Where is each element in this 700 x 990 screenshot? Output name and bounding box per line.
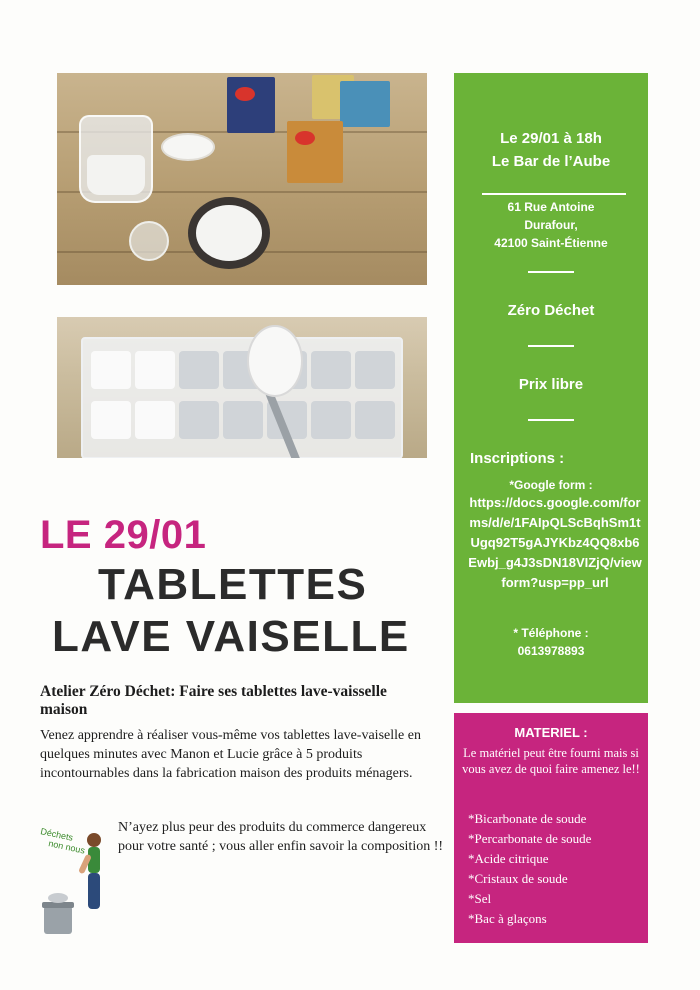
materials-list <box>468 809 591 929</box>
ice-tray-photo <box>57 317 427 458</box>
event-datetime: Le 29/01 à 18h <box>500 130 602 147</box>
powder-bowl <box>188 197 270 269</box>
list-item: *Bac à glaçons <box>468 911 547 926</box>
product-box <box>287 121 343 183</box>
mascot-caption: non nous <box>47 838 86 856</box>
workshop-subtitle: Atelier Zéro Déchet: Faire ses tablettes lave-vaisselle maison <box>40 683 387 718</box>
small-glass <box>129 221 169 261</box>
small-dish <box>161 133 215 161</box>
event-info-panel <box>454 73 648 703</box>
event-venue: Le Bar de l’Aube <box>491 153 611 170</box>
materials-title: MATERIEL : <box>514 725 588 740</box>
list-item: *Sel <box>468 891 492 906</box>
workshop-warning: N’ayez plus peur des produits du commerce dangereux pour votre santé ; vous aller enfin savoir la composition !! <box>118 820 444 854</box>
address-line: 42100 Saint-Étienne <box>494 236 608 250</box>
divider <box>528 271 574 273</box>
product-box <box>227 77 275 133</box>
inscriptions-title: Inscriptions : <box>470 450 565 467</box>
product-box <box>340 81 390 127</box>
list-item: *Cristaux de soude <box>468 871 568 886</box>
phone-number[interactable]: 0613978893 <box>517 644 585 658</box>
google-form-link[interactable]: https://docs.google.com/forms/d/e/1FAIpQLScBqhSm1tUgq92T5gAJYKbz4QQ8xb6Ewbj_g4J3sDN18VIZjQ/viewform?usp=pp_url <box>468 495 642 590</box>
headline-date: LE 29/01 <box>40 513 207 557</box>
glass-jar <box>79 115 153 203</box>
divider <box>482 193 626 195</box>
phone-label: * Téléphone : <box>513 626 589 640</box>
zero-waste-mascot <box>38 820 114 940</box>
phone-block <box>454 624 648 660</box>
event-price: Prix libre <box>518 376 584 393</box>
list-item: *Acide citrique <box>468 851 549 866</box>
address-line: Durafour, <box>524 218 578 232</box>
divider <box>528 419 574 421</box>
ingredients-photo <box>57 73 427 285</box>
divider <box>528 345 574 347</box>
spoon-with-salt <box>247 325 303 397</box>
list-item: *Bicarbonate de soude <box>468 811 587 826</box>
materials-panel <box>454 713 648 943</box>
mascot-caption: Déchets <box>39 826 74 843</box>
headline-title-line2: LAVE VAISELLE <box>52 612 410 661</box>
list-item: *Percarbonate de soude <box>468 831 592 846</box>
address-line: 61 Rue Antoine <box>507 200 595 214</box>
ice-cube-tray <box>81 337 403 458</box>
event-datetime-block <box>454 127 648 173</box>
event-theme: Zéro Déchet <box>507 302 595 319</box>
headline-title-line1: TABLETTES <box>98 560 368 609</box>
google-form-label: *Google form : <box>509 478 593 492</box>
workshop-description: Venez apprendre à réaliser vous-même vos tablettes lave-vaiselle en quelques minutes avec Manon et Lucie grâce à 5 produits incontournables dans la fabrication maison des produits ménagers. <box>40 728 421 781</box>
event-address <box>454 198 648 252</box>
materials-note: Le matériel peut être fourni mais si vous avez de quoi faire amenez le!! <box>462 746 640 776</box>
